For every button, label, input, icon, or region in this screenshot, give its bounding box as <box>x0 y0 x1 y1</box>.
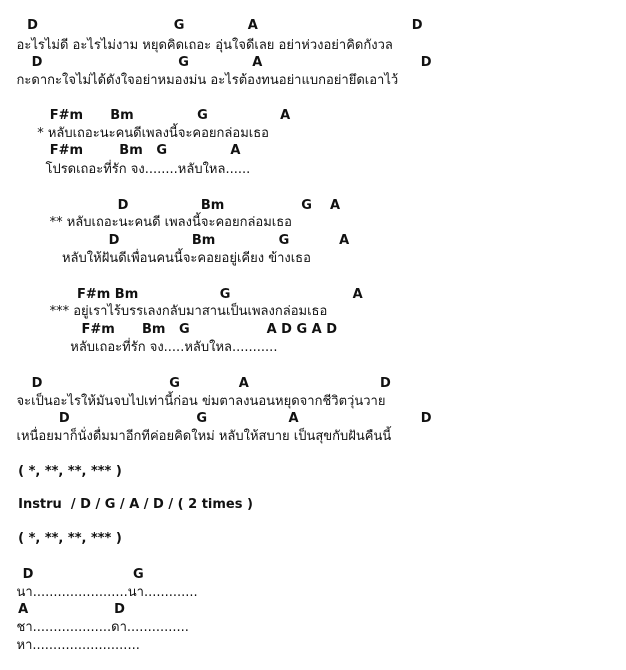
lyric-line: หลับเถอะที่รัก จง.....หลับใหล........... <box>0 340 278 355</box>
lyric-line: จะเป็นอะไรให้มันจบไปเท่านี้ก่อน ข่มตาลงนอนหยุดจากชีวิตวุ่นวาย <box>0 394 386 409</box>
lyric-line: เหนื่อยมาก็นั่งดื่มมาอีกทีค่อยคิดใหม่ หลับให้สบาย เป็นสุขกับฝันคืนนี้ <box>0 429 392 444</box>
chord-line: F#m Bm G A <box>0 143 241 158</box>
lyric-line: ชา...................ดา............... <box>0 620 189 635</box>
chord-line: D G A D <box>0 18 423 33</box>
lyric-line: กะดากะใจไม่ได้ดังใจอย่าหมองม่น อะไรต้องทนอย่าแบกอย่ายึดเอาไว้ <box>0 73 399 88</box>
chord-line: F#m Bm G A <box>0 287 363 302</box>
chord-line: D G A D <box>0 411 432 426</box>
lyric-line: หลับให้ฝันดีเพื่อนคนนี้จะคอยอยู่เคียง ข้างเธอ <box>0 251 311 266</box>
repeat-instruction: ( *, **, **, *** ) <box>0 464 122 479</box>
lyric-line: นา.......................นา............. <box>0 585 198 600</box>
chord-line: F#m Bm G A D G A D <box>0 322 338 337</box>
chord-line: D G <box>0 567 144 582</box>
chord-line: D G A D <box>0 376 391 391</box>
lyric-line: อะไรไม่ดี อะไรไม่งาม หยุดคิดเถอะ อุ่นใจดีเลย อย่าห่วงอย่าคิดกังวล <box>0 38 393 53</box>
repeat-instruction: ( *, **, **, *** ) <box>0 531 122 546</box>
lyric-line: โปรดเถอะที่รัก จง........หลับใหล...... <box>0 162 251 177</box>
chord-line: A D <box>0 602 125 617</box>
lyric-line: หา.......................... <box>0 638 140 653</box>
chord-line: D G A D <box>0 55 432 70</box>
lyric-line: *** อยู่เราไร้บรรเลงกลับมาสานเป็นเพลงกล่อมเธอ <box>0 304 328 319</box>
instrumental-line: Instru / D / G / A / D / ( 2 times ) <box>0 497 253 512</box>
chord-line: F#m Bm G A <box>0 108 291 123</box>
chord-line: D Bm G A <box>0 198 341 213</box>
chord-line: D Bm G A <box>0 233 350 248</box>
lyric-line: * หลับเถอะนะคนดีเพลงนี้จะคอยกล่อมเธอ <box>0 126 269 141</box>
lyric-line: ** หลับเถอะนะคนดี เพลงนี้จะคอยกล่อมเธอ <box>0 215 292 230</box>
